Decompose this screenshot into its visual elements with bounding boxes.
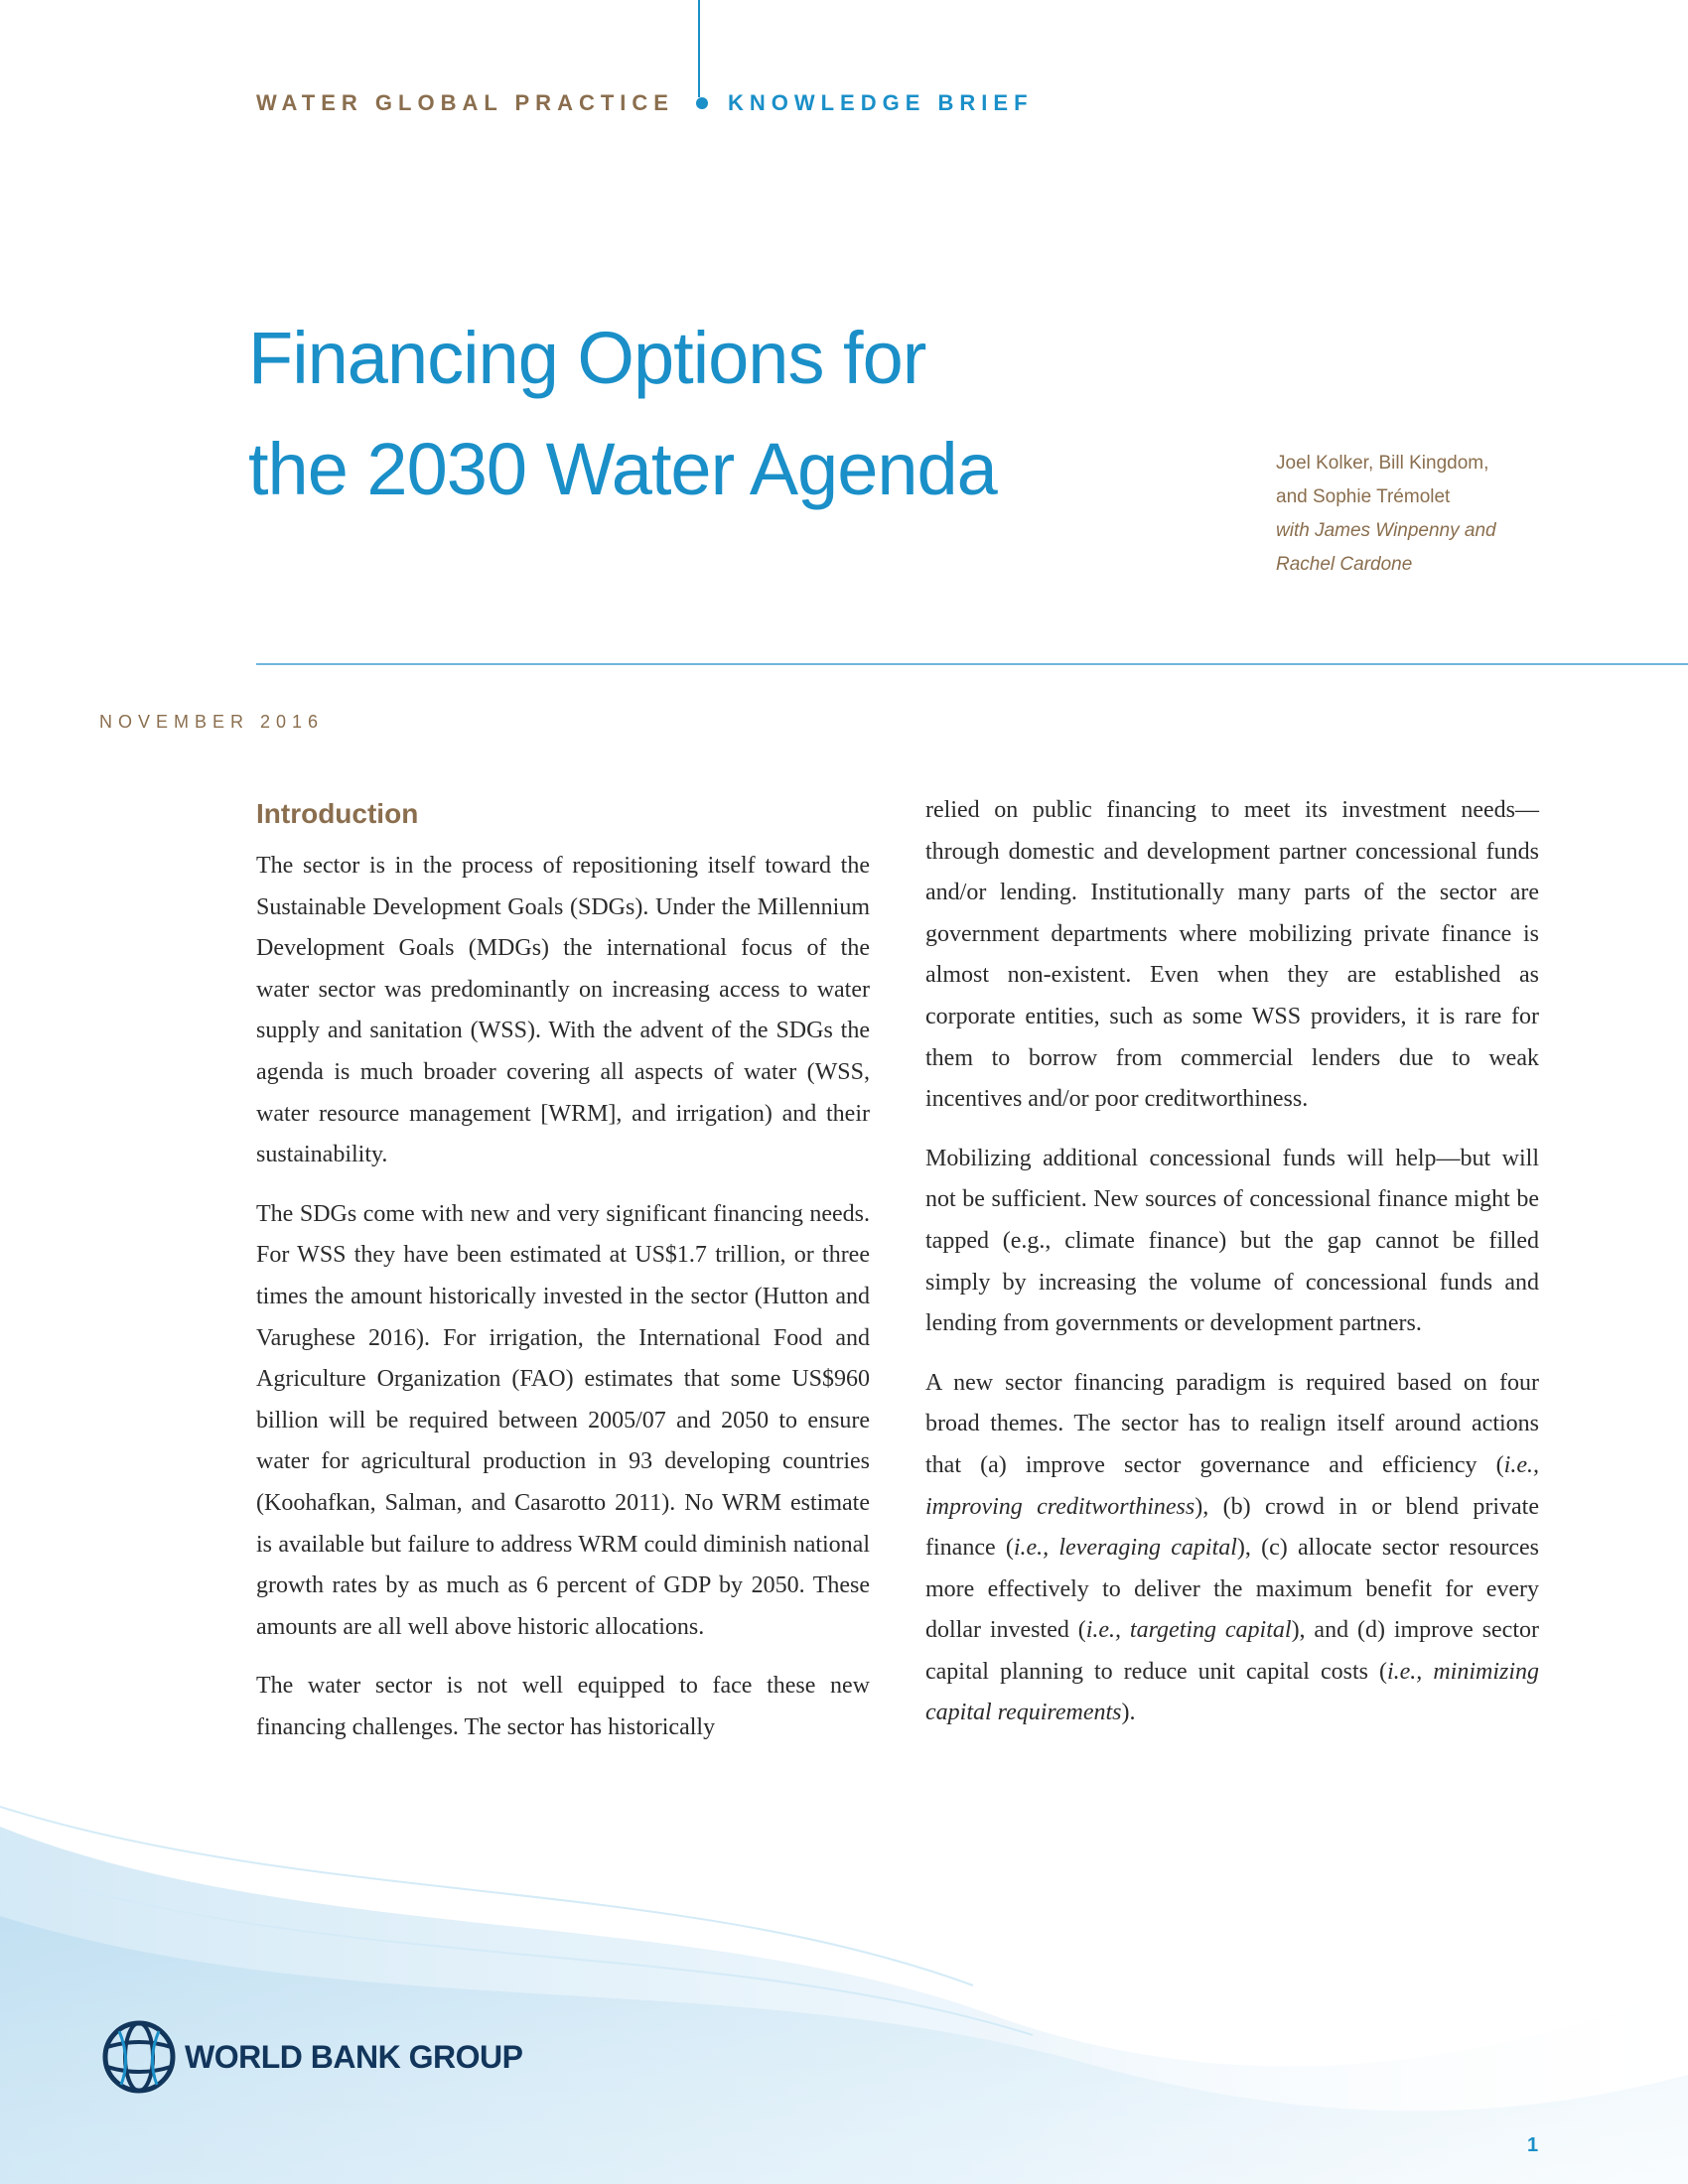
decorative-wave-background: [0, 1767, 1688, 2184]
header-line: [256, 89, 1150, 117]
paragraph-2: The SDGs come with new and very significant financing needs. For WSS they have been estimated at US$1.7 trillion, or three times the amount historically invested in the sector (Hutton and Varughese 2016). For irrigation, the International Food and Agriculture Organization (FAO) estimates that some US$960 billion will be required between 2005/07 and 2050 to ensure water for agricultural production in 93 developing countries (Koohafkan, Salman, and Casarotto 2011). No WRM estimate is available but failure to address WRM could diminish national growth rates by as much as 6 percent of GDP by 2050. These amounts are all well above historic allocations.: [256, 1200, 870, 1640]
publication-date: NOVEMBER 2016: [99, 712, 325, 732]
title-line-2: the 2030 Water Agenda: [248, 428, 997, 510]
authors-line-1: Joel Kolker, Bill Kingdom,: [1276, 453, 1489, 474]
p5-text-b: ), (b) crowd in or blend private finance (: [925, 1493, 1539, 1562]
paragraph-4: Mobilizing additional concessional funds will help—but will not be sufficient. New sources of concessional finance might be tapped (e.g., climate finance) but the gap cannot be filled simply by increasing the volume of concessional funds and lending from governments or development partners.: [925, 1145, 1539, 1337]
left-column: [256, 794, 870, 1766]
p5-text-end: ).: [1121, 1700, 1136, 1726]
header-practice-label: WATER GLOBAL PRACTICE: [256, 90, 674, 115]
page-title: [248, 303, 1102, 525]
section-heading: Introduction: [256, 798, 419, 829]
paragraph-3: The water sector is not well equipped to face these new financing challenges. The sector has historically: [256, 1673, 870, 1740]
authors-line-4: Rachel Cardone: [1276, 554, 1413, 575]
title-line-1: Financing Options for: [248, 317, 926, 399]
header-dot-icon: [696, 97, 708, 109]
p5-emphasis-b: i.e., leveraging capital: [1013, 1535, 1237, 1562]
paragraph-3-continued: relied on public financing to meet its investment needs—through domestic and development partner concessional funds and/or lending. Institutionally many parts of the sector are government departments where mobilizing private finance is almost non-existent. Even when they are established as corporate entities, such as some WSS providers, it is rare for them to borrow from commercial lenders due to weak incentives and/or poor creditworthiness.: [925, 797, 1539, 1113]
page-number: 1: [1527, 2134, 1539, 2156]
p5-emphasis-c: i.e., targeting capital: [1085, 1617, 1292, 1644]
authors-line-2: and Sophie Trémolet: [1276, 486, 1451, 507]
authors: [1276, 447, 1673, 582]
header-divider: [256, 663, 1688, 665]
p5-emphasis-d: i.e., minimizing capital requirements: [925, 1658, 1539, 1726]
globe-icon: [101, 2019, 177, 2095]
header-brief-label: KNOWLEDGE BRIEF: [727, 90, 1034, 115]
p5-text-a: A new sector financing paradigm is required based on four broad themes. The sector has to realign itself around actions that (a) improve sector governance and efficiency (: [925, 1369, 1539, 1478]
authors-line-3: with James Winpenny and: [1276, 520, 1496, 541]
p5-emphasis-a: i.e., improving creditworthiness: [925, 1451, 1539, 1520]
p5-text-d: ), and (d) improve sector capital planning to reduce unit capital costs (: [925, 1617, 1539, 1685]
paragraph-1: The sector is in the process of repositioning itself toward the Sustainable Development Goals (SDGs). Under the Millennium Development Goals (MDGs) the international focus of the water sector was predominantly on increasing access to water supply and sanitation (WSS). With the advent of the SDGs the agenda is much broader covering all aspects of water (WSS, water resource management [WRM], and irrigation) and their sustainability.: [256, 853, 870, 1168]
p5-text-c: ), (c) allocate sector resources more effectively to deliver the maximum benefit for every dollar invested (: [925, 1535, 1540, 1644]
paragraph-5: [925, 1363, 1539, 1734]
logo-text: WORLD BANK GROUP: [185, 2038, 523, 2075]
top-rule: [698, 0, 700, 97]
right-column: [925, 790, 1539, 1752]
world-bank-logo: [101, 2017, 522, 2097]
